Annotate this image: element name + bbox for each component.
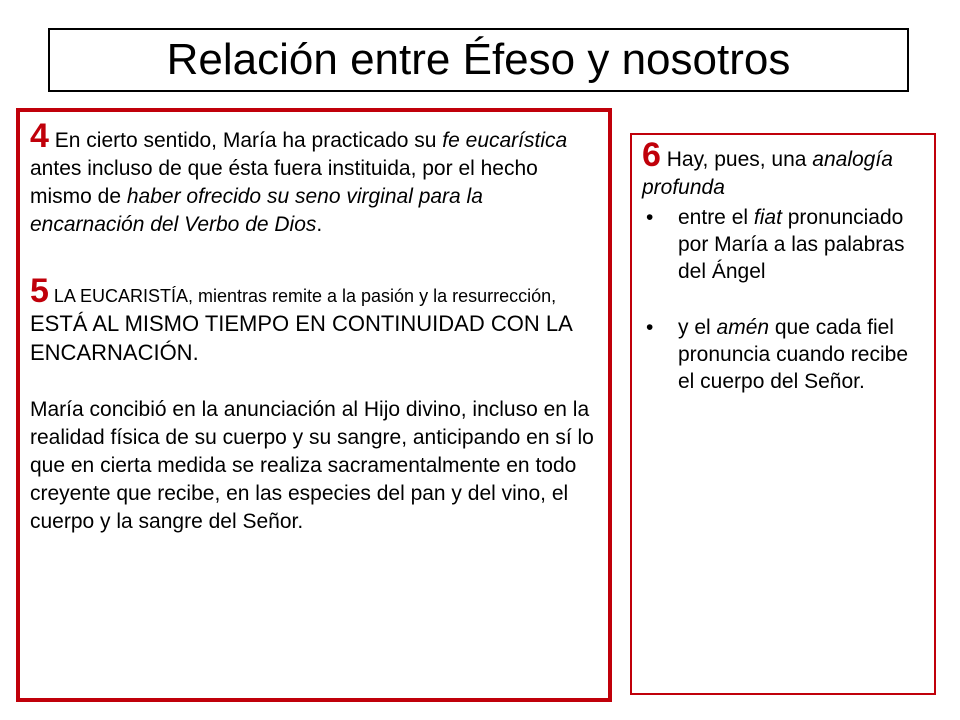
paragraph-4 bbox=[30, 117, 600, 239]
italic-segment: fiat bbox=[753, 206, 782, 229]
emphasis-caps-segment: ESTÁ AL MISMO TIEMPO EN CONTINUIDAD CON LA ENCARNACIÓN bbox=[30, 311, 572, 365]
text-segment: . bbox=[192, 340, 199, 365]
bullet-icon: • bbox=[646, 206, 654, 229]
text-segment: antes incluso de que ésta fuera instituida, por el hecho mismo de bbox=[30, 157, 538, 208]
paragraph-6: María concibió en la anunciación al Hijo divino, incluso en la realidad física de su cuerpo y su sangre, anticipando en sí lo que en cierta medida se realiza sacramentalmente en todo creyente que recibe, en las especies del pan y del vino, el cuerpo y la sangre del Señor. bbox=[30, 398, 594, 533]
title-box bbox=[48, 28, 909, 92]
paragraph-number-4: 4 bbox=[30, 117, 49, 155]
italic-segment: fe eucarística bbox=[442, 129, 568, 152]
text-segment: que cada fiel pronuncia cuando recibe el cuerpo del Señor. bbox=[678, 316, 908, 393]
paragraph-5 bbox=[30, 272, 600, 368]
paragraph-number-6: 6 bbox=[642, 136, 661, 174]
right-text-box bbox=[630, 133, 936, 695]
text-segment: y el bbox=[678, 316, 717, 339]
text-segment: Hay, pues, una bbox=[660, 148, 813, 171]
list-item bbox=[642, 204, 926, 285]
list-item bbox=[642, 314, 926, 395]
bullet-list bbox=[642, 204, 926, 395]
slide-title: Relación entre Éfeso y nosotros bbox=[166, 35, 791, 84]
text-segment: pronunciado por María a las palabras del Ángel bbox=[678, 206, 905, 283]
text-segment: entre el bbox=[678, 206, 754, 229]
text-segment: En cierto sentido, María ha practicado su bbox=[48, 129, 443, 152]
italic-segment: haber ofrecido su seno virginal para la encarnación del Verbo de Dios bbox=[30, 185, 483, 236]
text-segment: LA EUCARISTÍA, mientras remite a la pasión y la resurrección, bbox=[48, 286, 557, 306]
paragraph-number-5: 5 bbox=[30, 272, 49, 310]
text-segment: . bbox=[316, 213, 323, 236]
italic-segment: amén bbox=[716, 316, 770, 339]
left-text-box bbox=[16, 108, 612, 702]
italic-segment: analogía profunda bbox=[642, 148, 893, 199]
right-intro bbox=[642, 136, 926, 202]
bullet-icon: • bbox=[646, 316, 654, 339]
